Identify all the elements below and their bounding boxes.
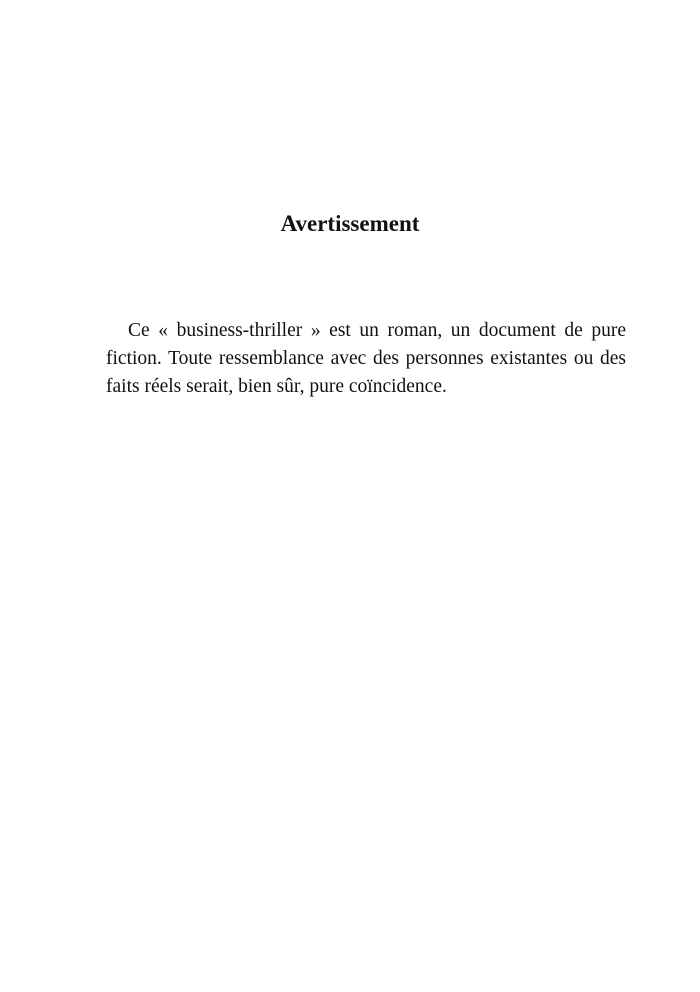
- disclaimer-paragraph: Ce « business-thriller » est un roman, un document de pure fiction. Toute ressemblance avec des personnes existantes ou des faits réels serait, bien sûr, pure coïncidence.: [106, 320, 626, 397]
- page-title: Avertissement: [280, 211, 420, 236]
